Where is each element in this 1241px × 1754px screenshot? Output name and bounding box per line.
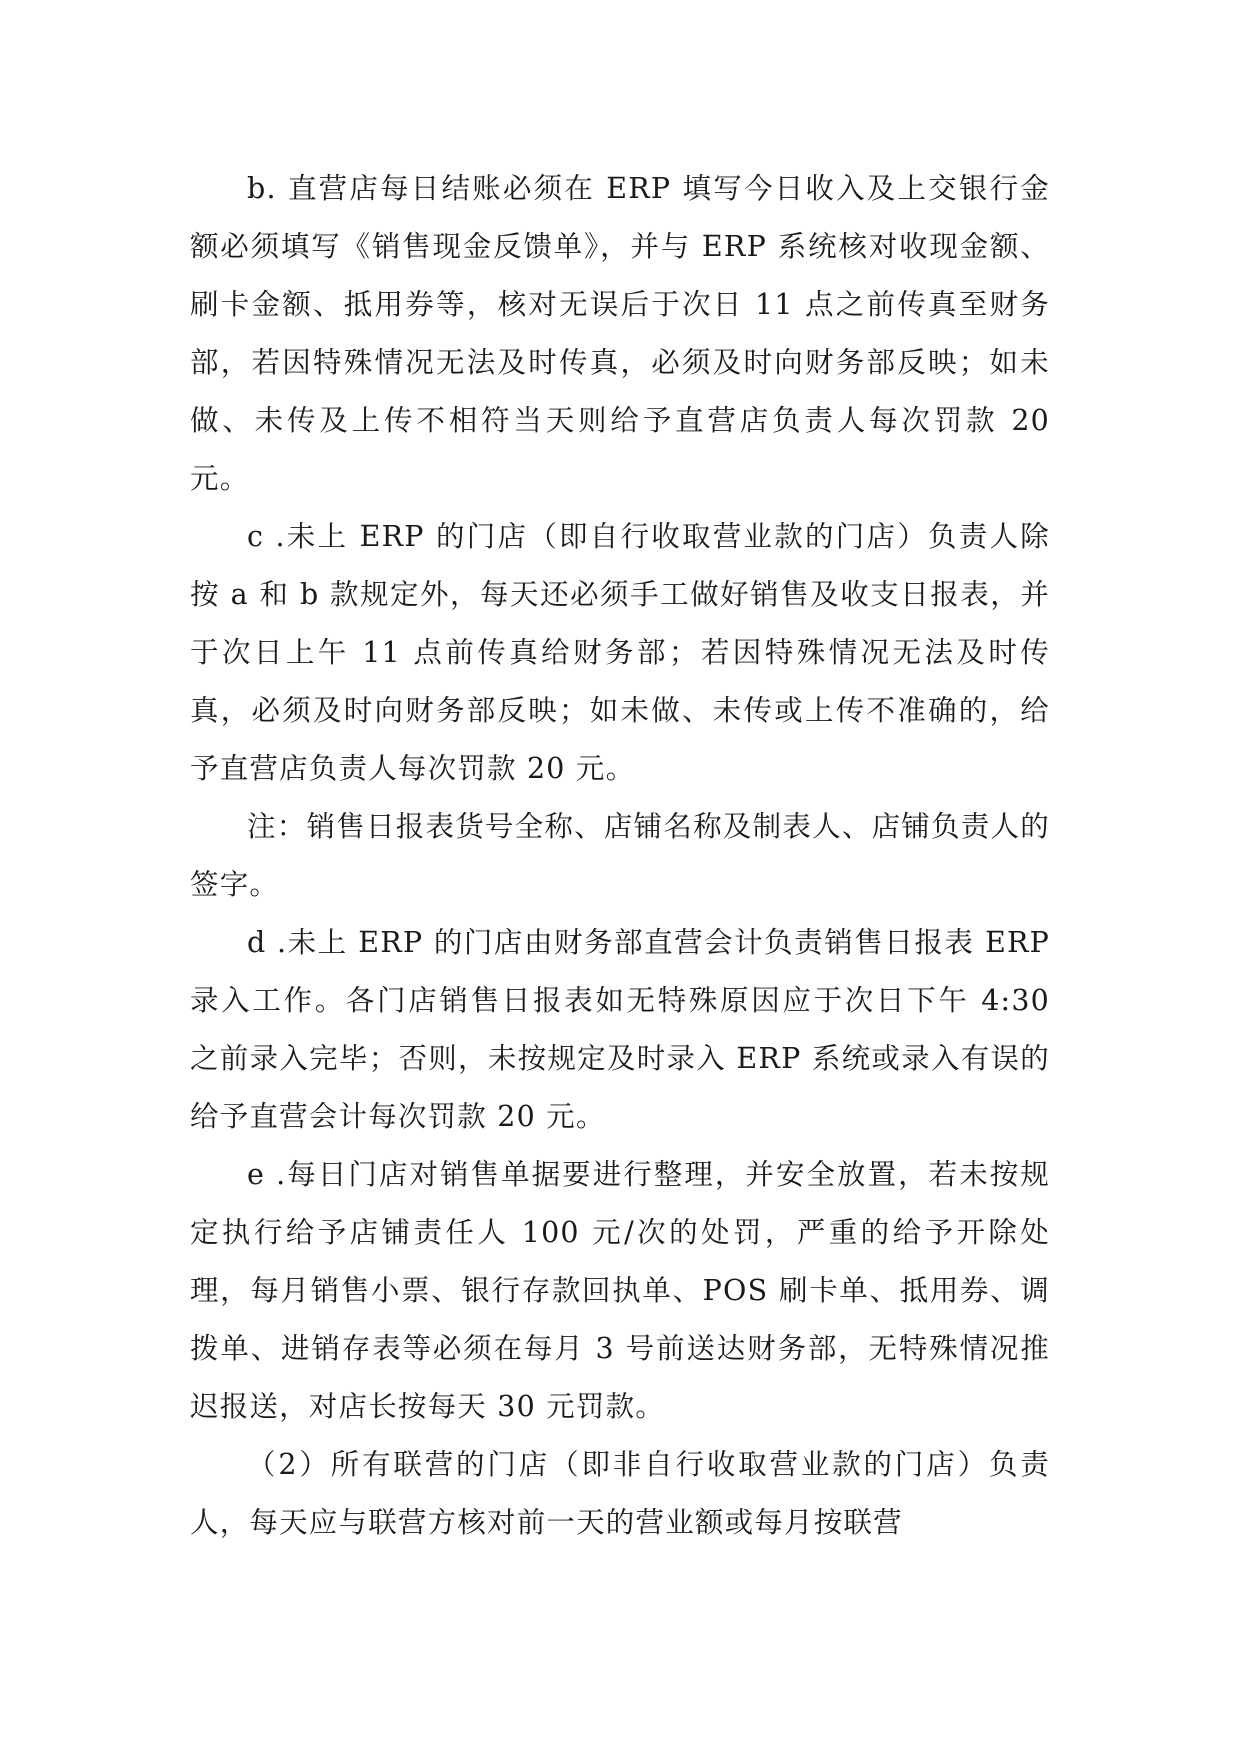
- paragraph-2: （2）所有联营的门店（即非自行收取营业款的门店）负责人，每天应与联营方核对前一天的营业额或每月按联营: [190, 1448, 1050, 1539]
- paragraph-d: d .未上 ERP 的门店由财务部直营会计负责销售日报表 ERP 录入工作。各门店销售日报表如无特殊原因应于次日下午 4:30 之前录入完毕；否则，未按规定及时录入 ERP 系统或录入有误的给予直营会计每次罚款 20 元。: [190, 926, 1050, 1133]
- document-body: [190, 160, 1050, 1552]
- paragraph-c: c .未上 ERP 的门店（即自行收取营业款的门店）负责人除按 a 和 b 款规定外，每天还必须手工做好销售及收支日报表，并于次日上午 11 点前传真给财务部；若因特殊情况无法及时传真，必须及时向财务部反映；如未做、未传或上传不准确的，给予直营店负责人每次罚款 20 元。: [190, 520, 1050, 785]
- paragraph-note: 注：销售日报表货号全称、店铺名称及制表人、店铺负责人的签字。: [190, 810, 1050, 901]
- paragraph-e: e .每日门店对销售单据要进行整理，并安全放置，若未按规定执行给予店铺责任人 100 元/次的处罚，严重的给予开除处理，每月销售小票、银行存款回执单、POS 刷卡单、抵用券、调拨单、进销存表等必须在每月 3 号前送达财务部，无特殊情况推迟报送，对店长按每天 30 元罚款。: [190, 1158, 1050, 1423]
- paragraph-b: b. 直营店每日结账必须在 ERP 填写今日收入及上交银行金额必须填写《销售现金反馈单》，并与 ERP 系统核对收现金额、刷卡金额、抵用券等，核对无误后于次日 11 点之前传真至财务部，若因特殊情况无法及时传真，必须及时向财务部反映；如未做、未传及上传不相符当天则给予直营店负责人每次罚款 20 元。: [190, 172, 1050, 495]
